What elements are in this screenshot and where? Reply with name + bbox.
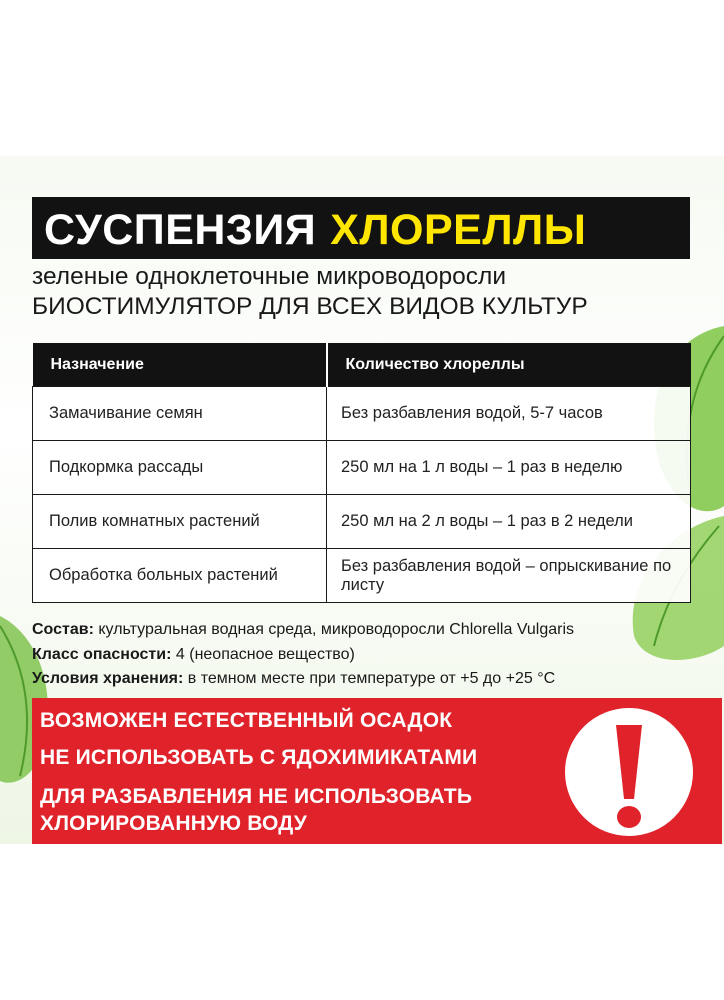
table-header-row — [33, 343, 691, 387]
composition-line — [32, 621, 574, 639]
table-cell-purpose: Обработка больных растений — [33, 549, 327, 603]
table-header-amount: Количество хлореллы — [327, 343, 691, 387]
table-cell-amount: 250 мл на 2 л воды – 1 раз в 2 недели — [327, 495, 691, 549]
table-cell-amount: 250 мл на 1 л воды – 1 раз в неделю — [327, 441, 691, 495]
composition-label: Состав: — [32, 621, 94, 638]
storage-label: Условия хранения: — [32, 670, 184, 687]
table-row — [33, 495, 691, 549]
table-row — [33, 441, 691, 495]
hazard-line — [32, 646, 355, 664]
title-part-2: ХЛОРЕЛЛЫ — [330, 206, 587, 254]
hazard-label: Класс опасности: — [32, 646, 172, 663]
table-header-purpose: Назначение — [33, 343, 327, 387]
warning-line: НЕ ИСПОЛЬЗОВАТЬ С ЯДОХИМИКАТАМИ — [40, 746, 478, 769]
subtitle-line-2: БИОСТИМУЛЯТОР ДЛЯ ВСЕХ ВИДОВ КУЛЬТУР — [32, 293, 588, 320]
table-cell-amount: Без разбавления водой – опрыскивание по листу — [327, 549, 691, 603]
hazard-value: 4 (неопасное вещество) — [175, 646, 355, 663]
composition-value: культуральная водная среда, микроводоросли Chlorella Vulgaris — [98, 621, 575, 638]
usage-table — [32, 343, 691, 603]
title-part-1: СУСПЕНЗИЯ — [44, 206, 317, 254]
table-cell-purpose: Замачивание семян — [33, 387, 327, 441]
table-cell-amount: Без разбавления водой, 5-7 часов — [327, 387, 691, 441]
table-row — [33, 387, 691, 441]
warning-line: ДЛЯ РАЗБАВЛЕНИЯ НЕ ИСПОЛЬЗОВАТЬ — [40, 785, 473, 808]
storage-line — [32, 670, 555, 688]
warning-line: ВОЗМОЖЕН ЕСТЕСТВЕННЫЙ ОСАДОК — [40, 709, 453, 732]
product-title — [44, 205, 586, 255]
table-cell-purpose: Полив комнатных растений — [33, 495, 327, 549]
subtitle-line-1: зеленые одноклеточные микроводоросли — [32, 263, 507, 290]
warning-line: ХЛОРИРОВАННУЮ ВОДУ — [40, 812, 307, 835]
exclamation-circle-icon — [560, 703, 698, 841]
table-row — [33, 549, 691, 603]
table-cell-purpose: Подкормка рассады — [33, 441, 327, 495]
storage-value: в темном месте при температуре от +5 до +25 °C — [187, 670, 556, 687]
